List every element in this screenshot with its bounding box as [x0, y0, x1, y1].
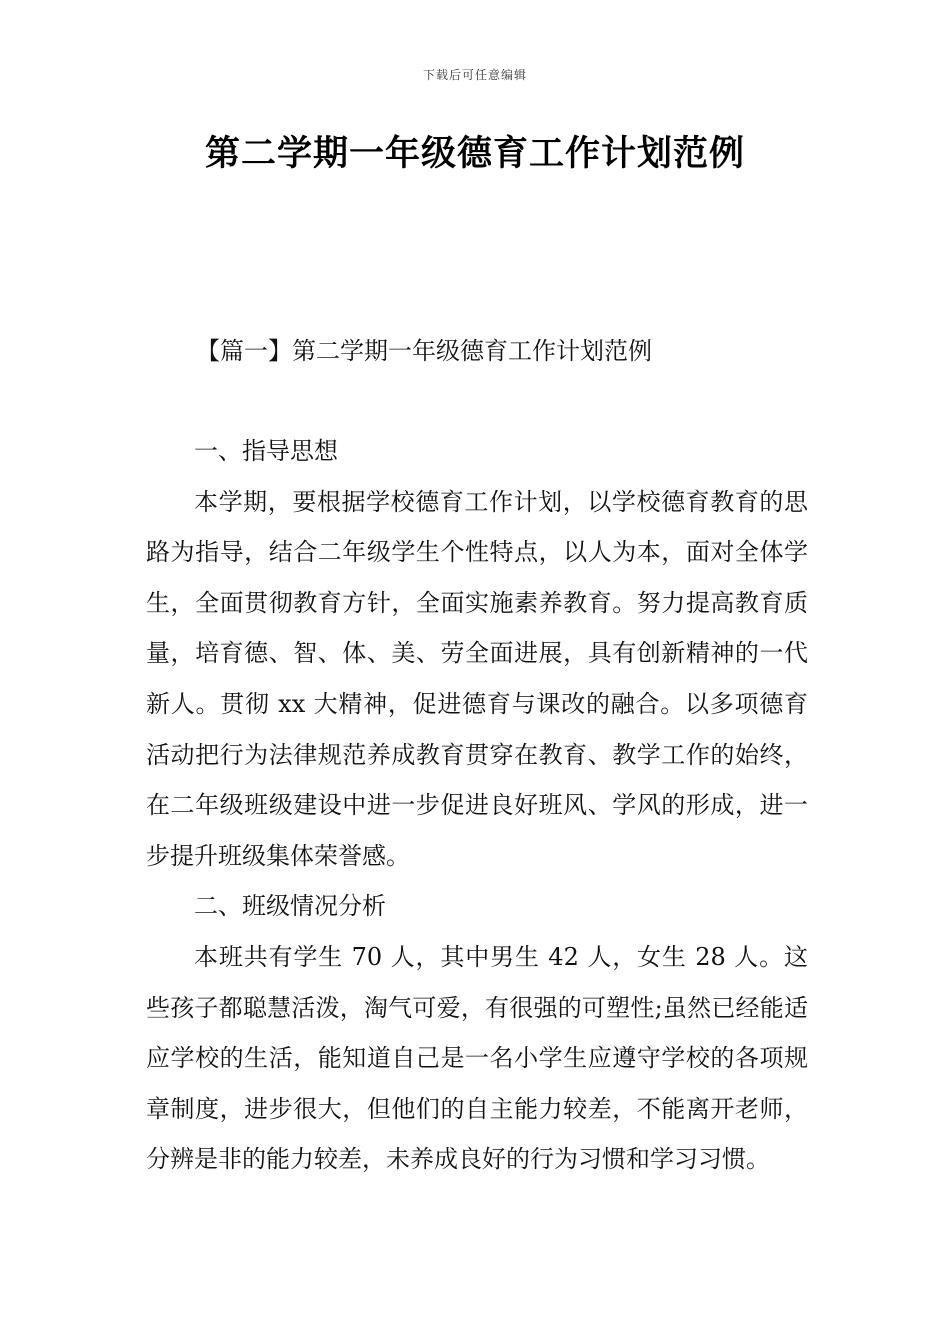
paragraph-guiding-ideology: 本学期，要根据学校德育工作计划，以学校德育教育的思路为指导，结合二年级学生个性特点，以人为本，面对全体学生，全面贯彻教育方针，全面实施素养教育。努力提高教育质量，培育德、智、体、美、劳全面进展，具有创新精神的一代新人。贯彻 xx 大精神，促进德育与课改的融合。以多项德育活动把行为法律规范养成教育贯穿在教育、教学工作的始终，在二年级班级建设中进一步促进良好班风、学风的形成，进一步提升班级集体荣誉感。: [146, 487, 808, 870]
document-title: 第二学期一年级德育工作计划范例: [204, 134, 745, 174]
section-title: 【篇一】第二学期一年级德育工作计划范例: [196, 337, 652, 365]
header-note: 下载后可任意编辑: [422, 68, 527, 82]
heading-class-analysis: 二、班级情况分析: [194, 892, 386, 921]
paragraph-class-analysis: 本班共有学生 70 人，其中男生 42 人，女生 28 人。这些孩子都聪慧活泼，淘气可爱，有很强的可塑性;虽然已经能适应学校的生活，能知道自己是一名小学生应遵守学校的各项规章制度，进步很大，但他们的自主能力较差，不能离开老师，分辨是非的能力较差，未养成良好的行为习惯和学习习惯。: [146, 942, 808, 1174]
document-body: [146, 426, 808, 1185]
heading-guiding-ideology: 一、指导思想: [194, 437, 338, 465]
